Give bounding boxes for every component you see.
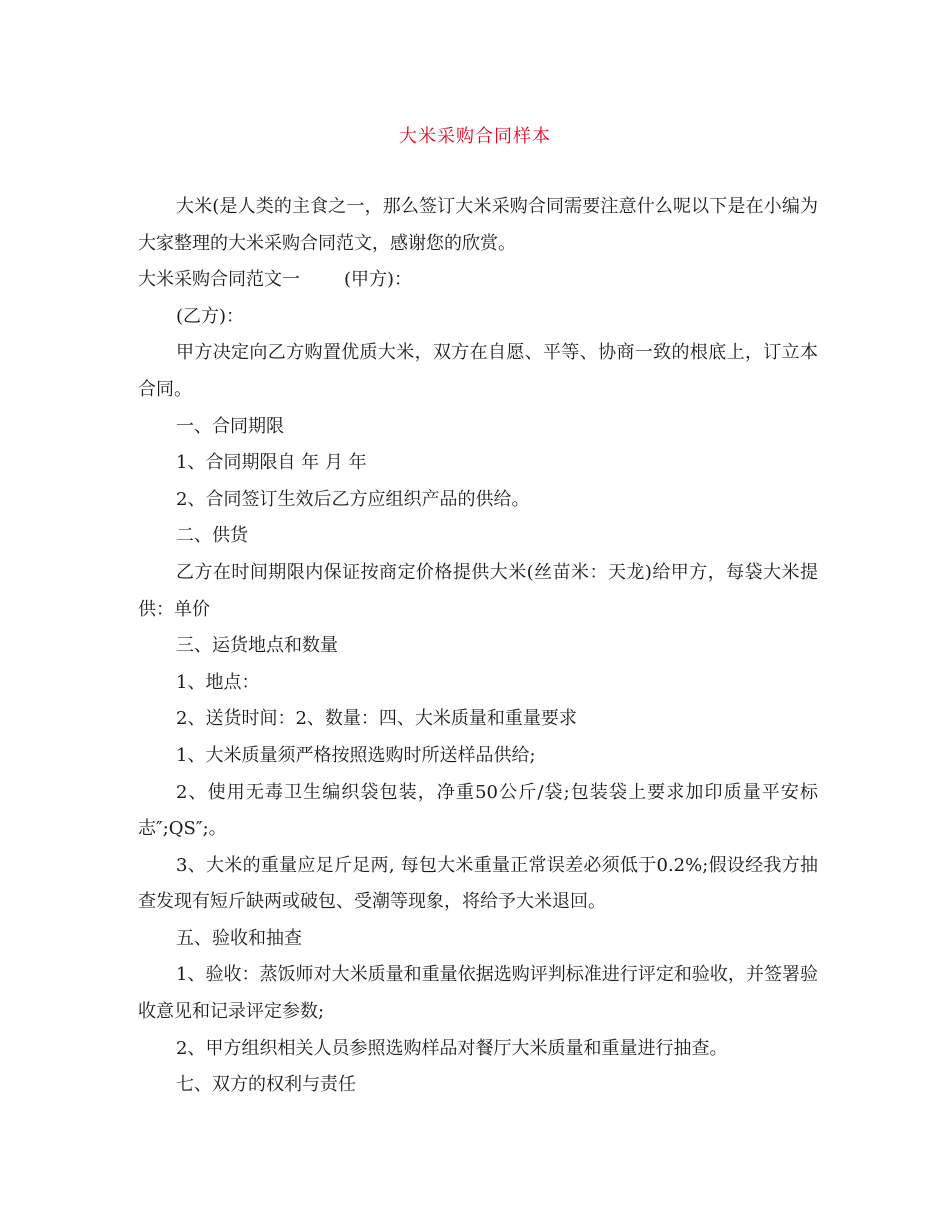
clause-delivery-2: 2、送货时间：2、数量：四、大米质量和重量要求 — [176, 708, 577, 730]
sample-heading-line — [138, 262, 818, 299]
clause-inspection-1: 1、验收：蒸饭师对大米质量和重量依据选购评判标准进行评定和验收，并签署验收意见和记录评定参数; — [138, 964, 818, 1023]
sample-heading: 大米采购合同范文一 — [138, 269, 300, 291]
section-heading-term: 一、合同期限 — [176, 415, 284, 437]
section-heading-delivery: 三、运货地点和数量 — [176, 635, 338, 657]
intro-paragraph: 大米(是人类的主食之一，那么签订大米采购合同需要注意什么呢以下是在小编为大家整理的大米采购合同范文，感谢您的欣赏。 — [138, 196, 818, 254]
clause-quality-3: 3、大米的重量应足斤足两, 每包大米重量正常误差必须低于0.2%;假设经我方抽查发现有短斤缺两或破包、受潮等现象，将给予大米退回。 — [138, 854, 818, 913]
clause-supply: 乙方在时间期限内保证按商定价格提供大米(丝苗米：天龙)给甲方，每袋大米提供：单价 — [138, 561, 818, 620]
section-heading-inspection: 五、验收和抽查 — [176, 927, 302, 949]
clause-term-1: 1、合同期限自 年 月 年 — [176, 452, 367, 474]
clause-term-2: 2、合同签订生效后乙方应组织产品的供给。 — [176, 488, 530, 510]
clause-quality-2: 2、使用无毒卫生编织袋包装，净重50公斤/袋;包装袋上要求加印质量平安标志″;QS″;。 — [138, 781, 818, 840]
purpose-paragraph: 甲方决定向乙方购置优质大米，双方在自愿、平等、协商一致的根底上，订立本合同。 — [138, 342, 818, 400]
clause-inspection-2: 2、甲方组织相关人员参照选购样品对餐厅大米质量和重量进行抽查。 — [176, 1037, 728, 1059]
section-heading-supply: 二、供货 — [176, 525, 248, 547]
document-title: 大米采购合同样本 — [399, 126, 551, 147]
section-heading-rights: 七、双方的权利与责任 — [176, 1074, 356, 1096]
party-a-label: (甲方)： — [344, 269, 413, 291]
document-body — [138, 189, 818, 1104]
clause-quality-1: 1、大米质量须严格按照选购时所送样品供给; — [176, 744, 536, 766]
party-b-label: (乙方)： — [176, 305, 245, 327]
clause-delivery-1: 1、地点： — [176, 671, 260, 693]
